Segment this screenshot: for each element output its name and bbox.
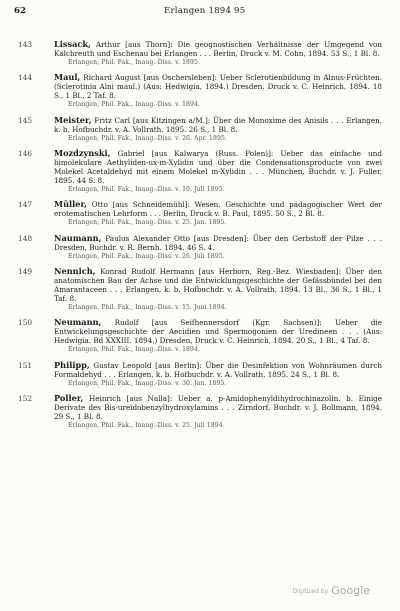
entry-number: 149 [18,267,33,277]
bibliography-entry [0,361,400,388]
entry-citation: Richard August [aus Oschersleben]: Ueber Sclerotienbildung in Alnus-Früchten. (Sclerotinia Alni maul.) (Aus: Hedwigia, 1894.) Dresden, Druck v. C. Heinrich, 1894. 18 S., 1 Bl., 2 Taf. 8. [54,73,382,101]
entry-number: 148 [18,233,33,243]
page-header [14,6,386,20]
entry-dissertation-note: Erlangen, Phil. Fak., Inaug.-Diss. v. 10. Juli 1895. [68,185,225,193]
entry-text [54,267,382,304]
entry-text [54,394,382,422]
digitized-by-google-watermark [293,584,371,597]
entry-dissertation-note: Erlangen, Phil. Fak., Inaug.-Diss. v. 30. Jan. 1895. [68,379,227,387]
entry-text [54,234,382,253]
entry-number: 145 [18,115,33,125]
entry-citation: Rudolf [aus Seifhennersdorf (Kgr. Sachsen)]: Ueber die Entwickelungsgeschichte der Aecidien und Spermogonien der Uredineen . . . (Aus: Hedwigia. Bd XXXIII. 1894.) Dresden, Druck v. C. Heinrich, 1894. 20 S., 1 Bl., 4 Taf. 8. [54,318,382,346]
entry-text [54,116,382,135]
bibliography-entry [0,73,400,109]
entry-citation: Paulus Alexander Otto [aus Dresden]: Über den Gerbstoff der Pilze . . . Dresden, Buchdr. v. R. Bernh. 1894. 46 S. 4. [54,233,382,252]
entry-dissertation-note: Erlangen, Phil. Fak., Inaug.-Diss. v. 26. Apr. 1895. [68,134,227,142]
entry-text [54,200,382,219]
entry-number: 152 [18,394,33,404]
entry-text [54,40,382,59]
bibliography-entry [0,149,400,194]
entry-dissertation-note: Erlangen, Phil. Fak., Inaug.-Diss. v. 1894. [68,346,201,354]
entry-number: 143 [18,40,33,49]
entry-number: 144 [18,73,33,83]
entry-number: 150 [18,318,33,328]
entry-author: Naumann, [54,232,102,243]
entry-citation: Konrad Rudolf Hermann [aus Herborn, Reg.-Bez. Wiesbaden]: Über den anatomischen Bau der Achse und die Entwicklungsgeschichte der Gefässbündel bei den Amarantaceen . . . Erlangen, k. b. Hofbuchdr. v. A. Vollrath, 1894. 13 Bl., 36 S., 1 Bl., 1 Taf. 8. [54,267,382,303]
entry-dissertation-note: Erlangen, Phil. Fak., Inaug.-Diss. v. 25. Jan. 1895. [68,219,227,227]
entry-text [54,318,382,346]
entry-author: Poller, [54,393,84,404]
entry-number: 151 [18,360,33,370]
entry-text [54,361,382,380]
entry-author: Mozdzynski, [54,148,111,159]
bibliography-entry [0,234,400,261]
entry-text [54,73,382,101]
digitized-by-text: Digitized by [292,587,329,595]
entry-dissertation-note: Erlangen, Phil. Fak., Inaug.-Diss. v. 26. Juli 1895. [68,252,225,260]
entry-author: Neumann, [54,317,102,328]
entry-citation: Heinrich [aus Nalla]: Ueber a. p-Amidophenyldihydrochinazolin. b. Einige Derivate des Bis-ureïdobenzylhydroxylamins . . . Zirndorf, Buchdr. v. J. Bollmann, 1894. 29 S., 1 Bl. 8. [54,394,382,421]
entry-citation: Arthur [aus Thorn]: Die geognostischen Verhältnisse der Umgegend von Kalchreuth und Eschenau bei Erlangen . . . Berlin, Druck v. M. Cohn, 1894. 53 S., 1 Bl. 8. [54,40,382,58]
bibliography-entry [0,116,400,143]
bibliography-entry [0,200,400,227]
bibliography-entry [0,40,400,67]
entry-citation: Gabriel [aus Kalwarya (Russ. Polen)]: Ueber das einfache und bimolekulare Aethyliden-ux-m-Xylidin und über die Condensationsproducte von zwei Molekel Acetaldehyd mit einem Molekel m-Xylidin . . . München, Buchdr. v. J. Fuller, 1895. 44 S. 8. [54,149,382,185]
entry-dissertation-note: Erlangen, Phil. Fak., Inaug.-Diss. v. 25. Juli 1894. [68,421,225,429]
entry-citation: Fritz Carl [aus Kitzingen a/M.]: Über die Monoxime des Anisils . . . Erlangen, k. b. Hofbuchdr. v. A. Vollrath. 1895. 26 S., 1 Bl. 8. [54,115,382,134]
entry-citation: Gustav Leopold [aus Berlin]: Über die Desinfektion von Wohnräumen durch Formaldehyd . . . Erlangen, k. b. Hofbuchdr. v. A. Vollrath, 1895. 24 S., 1 Bl. 8. [54,360,382,379]
entry-citation: Otto [aus Schneidemühl]: Wesen, Geschichte und pädagogischer Wert der erotematischen Lehrform . . . Berlin, Druck v. B. Paul, 1895. 50 S., 2 Bl. 8. [54,200,382,219]
entry-dissertation-note: Erlangen, Phil. Fak., Inaug.-Diss. v. 15. Juni 1894. [68,303,227,311]
entry-author: Müller, [54,199,88,210]
running-head: Erlangen 1894 95 [164,6,246,16]
bibliography-entry [0,267,400,312]
entry-author: Lissack, [54,39,91,49]
page-number: 62 [14,6,26,16]
entry-author: Meister, [54,114,92,125]
entry-dissertation-note: Erlangen, Phil. Fak., Inaug.-Diss. v. 1895. [68,58,201,66]
bibliography-entry [0,394,400,430]
entry-author: Philipp, [54,359,90,370]
entries-list [0,40,400,436]
entry-number: 146 [18,149,33,159]
entry-dissertation-note: Erlangen, Phil. Fak., Inaug.-Diss. v. 1894. [68,101,201,109]
entry-author: Maul, [54,72,81,83]
entry-text [54,149,382,186]
google-logo-text: Google [331,584,370,597]
entry-number: 147 [18,200,33,210]
bibliography-entry [0,318,400,354]
entry-author: Nennich, [54,266,96,277]
